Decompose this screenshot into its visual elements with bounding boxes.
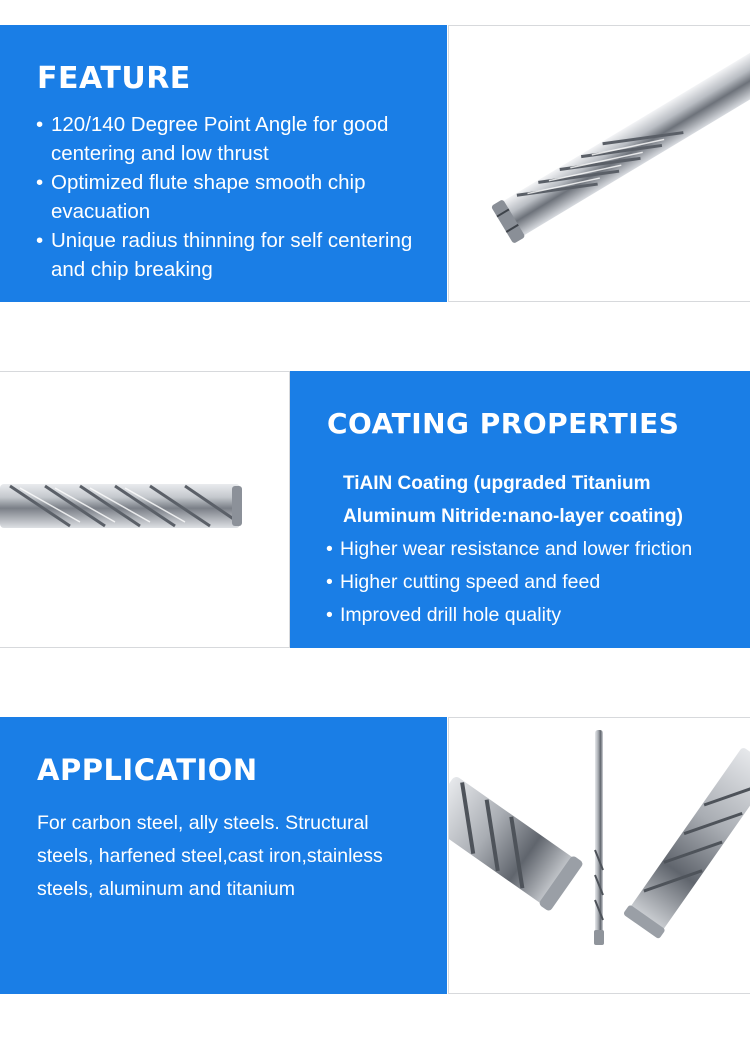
feature-list (36, 110, 441, 284)
reamer-group-svg (449, 718, 750, 993)
bullet-icon: • (326, 538, 333, 560)
list-item (326, 599, 746, 632)
reamer-angled-svg (449, 26, 750, 301)
application-panel (0, 717, 447, 994)
bullet-icon: • (326, 571, 333, 593)
list-item (36, 110, 441, 168)
list-item (326, 566, 746, 599)
application-section (0, 717, 750, 994)
bullet-icon: • (36, 171, 44, 194)
coating-title: COATING PROPERTIES (327, 407, 680, 440)
coating-item-1: Higher wear resistance and lower friction (340, 538, 693, 560)
coating-item-2: Higher cutting speed and feed (340, 571, 601, 593)
coating-panel (290, 371, 750, 648)
feature-title: FEATURE (37, 61, 191, 96)
list-item (36, 226, 441, 284)
reamer-tool-image-horizontal (0, 371, 290, 648)
feature-panel (0, 25, 447, 302)
bullet-icon: • (36, 113, 44, 136)
reamer-tools-image-group (448, 717, 750, 994)
feature-item-1: 120/140 Degree Point Angle for good centering and low thrust (51, 113, 389, 165)
coating-section (0, 371, 750, 648)
reamer-tool-image-angled (448, 25, 750, 302)
coating-intro: TiAIN Coating (upgraded Titanium Aluminum Nitride:nano-layer coating) (343, 473, 683, 527)
bullet-icon: • (326, 604, 333, 626)
application-text: For carbon steel, ally steels. Structural steels, harfened steel,cast iron,stainless steels, aluminum and titanium (37, 812, 383, 900)
feature-section (0, 25, 750, 302)
application-title: APPLICATION (37, 753, 258, 787)
reamer-horizontal-svg (0, 372, 289, 647)
coating-list (326, 533, 746, 632)
coating-item-3: Improved drill hole quality (340, 604, 562, 626)
list-item (326, 533, 746, 566)
bullet-icon: • (36, 229, 44, 252)
feature-item-3: Unique radius thinning for self centering and chip breaking (51, 229, 413, 281)
list-item (36, 168, 441, 226)
feature-item-2: Optimized flute shape smooth chip evacuation (51, 171, 366, 223)
